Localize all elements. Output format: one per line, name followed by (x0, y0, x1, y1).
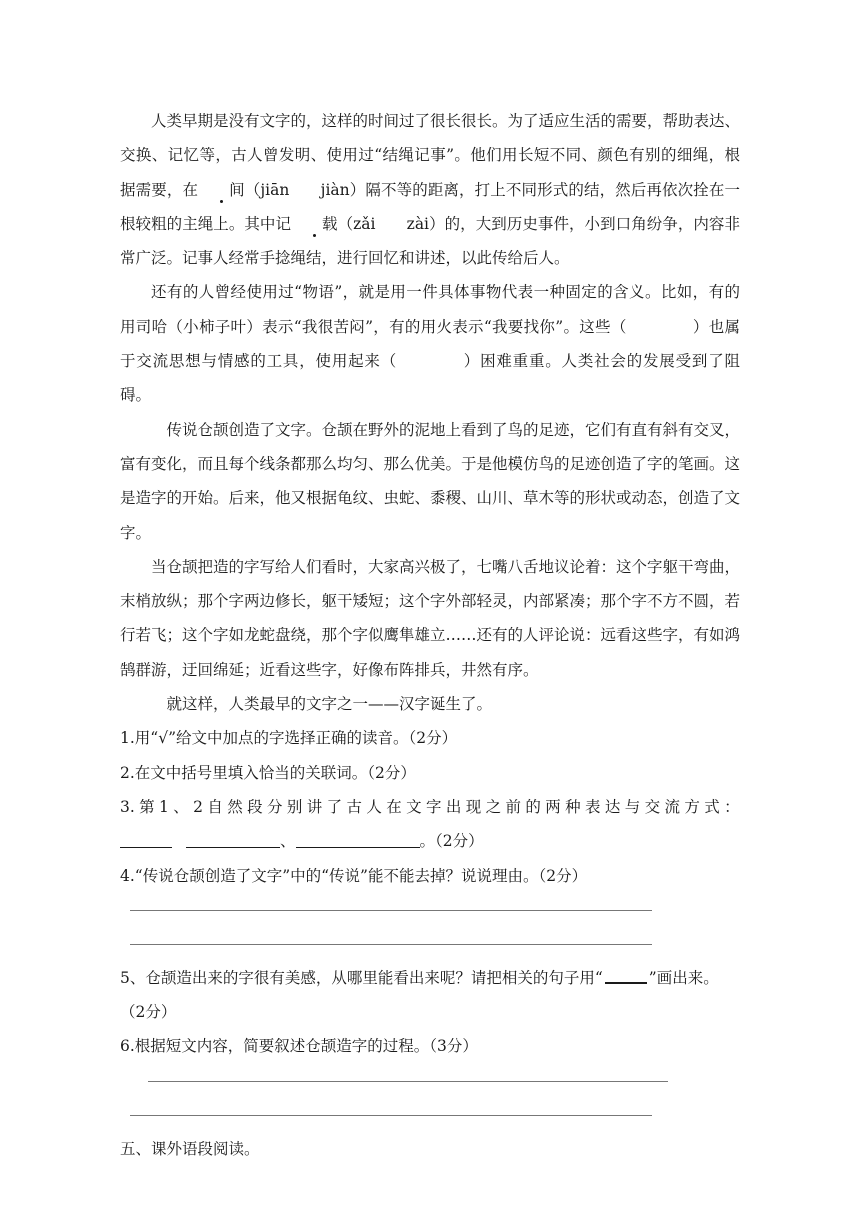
question-3-char: 现 (465, 797, 482, 816)
question-5 (120, 961, 740, 995)
question-3-char: 讲 (306, 797, 323, 816)
paragraph-text: 还有的人曾经使用过“物语”，就是用一件具体事物代表一种固定的含义。比如，有的用司哈（小柿子叶）表示“我很苦闷”，有的用火表示“我要找你”。这些（ (120, 283, 740, 336)
question-3-char: 表 (585, 797, 601, 816)
question-3 (120, 790, 740, 824)
passage-paragraph-1 (120, 104, 740, 275)
question-3-char: 3. (120, 797, 135, 816)
answer-blank[interactable] (186, 827, 280, 848)
question-3-char: 文 (406, 797, 422, 816)
paragraph-text: （zǎi zài）的，大到历史事件，小到口角纷争，内容非常广泛。记事人经常手捻绳结，进行回忆和讲述，以此传给后人。 (120, 214, 740, 268)
worksheet-page (120, 104, 740, 1166)
question-2: 2.在文中括号里填入恰当的关联词。（2分） (120, 763, 416, 782)
question-3-char: ： (724, 797, 740, 816)
question-3-char: 种 (565, 797, 581, 816)
score-text: 。（2分） (419, 832, 484, 851)
paragraph-text: ）也属于交流思想与情感的工具，使用起来（ (120, 317, 740, 371)
question-3-char: 、 (173, 797, 189, 816)
question-3-char: 了 (326, 797, 343, 816)
question-3-char: 出 (445, 797, 462, 816)
dotted-char: 间 (198, 173, 245, 207)
answer-line[interactable] (120, 1098, 740, 1132)
question-3-char: 方 (684, 797, 700, 816)
answer-blank[interactable] (296, 827, 420, 848)
paragraph-text: ）困难重重。人类社会的发展受到了阻碍。 (120, 352, 740, 405)
question-3-char: 第 (139, 797, 155, 816)
question-3-char: 字 (426, 797, 442, 816)
question-3-char: 式 (704, 797, 720, 816)
question-3-char: 段 (247, 797, 263, 816)
separator-text: 、 (280, 832, 296, 851)
passage-paragraph-4: 当仓颉把造的字写给人们看时，大家高兴极了，七嘴八舌地议论着：这个字躯干弯曲，末梢放纵；那个字两边修长，躯干矮短；这个字外部轻灵，内部紧凑；那个字不方不圆，若行若飞；这个字如龙蛇盘绕，那个字似鹰隼雄立……还有的人评论说：远看这些字，有如鸿鹄群游，迂回绵延；近看这些字，好像布阵排兵，井然有序。 (120, 557, 741, 679)
question-3-char: 交 (644, 797, 661, 816)
question-3-char: 流 (664, 797, 681, 816)
question-3-char: 然 (227, 797, 243, 816)
question-3-char: 达 (604, 797, 621, 816)
question-3-char: 在 (386, 797, 402, 816)
question-3-char: 两 (545, 797, 561, 816)
question-3-char: 别 (286, 797, 303, 816)
answer-blank[interactable] (120, 827, 172, 848)
question-3-char: 1 (159, 797, 169, 816)
question-3-char: 自 (207, 797, 223, 816)
question-text: 5、仓颉造出来的字很有美感，从哪里能看出来呢？请把相关的句子用“ (120, 968, 603, 987)
underline-sample (605, 964, 647, 984)
passage-paragraph-5: 就这样，人类最早的文字之一——汉字诞生了。 (166, 695, 493, 714)
dotted-char: 载 (291, 207, 338, 241)
question-text: ”画出来。 (648, 968, 719, 987)
answer-line[interactable] (120, 1064, 740, 1098)
question-3-char: 之 (485, 797, 502, 816)
question-3-char: 人 (366, 797, 382, 816)
question-3-char: 古 (346, 797, 363, 816)
section-heading: 五、课外语段阅读。 (120, 1139, 260, 1158)
question-3-answer-row (120, 824, 740, 858)
question-3-char: 的 (525, 797, 541, 816)
answer-line[interactable] (120, 927, 740, 961)
question-4: 4.“传说仓颉创造了文字”中的“传说”能不能去掉？说说理由。（2分） (120, 866, 588, 885)
paragraph-text: （jiān jiàn）隔不等的距离，打上不同形式的结，然后再依次拴在一根较粗的主绳上。其中记 (120, 180, 740, 233)
question-3-char: 2 (193, 797, 204, 816)
answer-line[interactable] (120, 893, 740, 927)
question-1: 1.用“√”给文中加点的字选择正确的读音。（2分） (120, 729, 458, 748)
question-3-char: 与 (624, 797, 641, 816)
passage-paragraph-3: 传说仓颉创造了文字。仓颉在野外的泥地上看到了鸟的足迹，它们有直有斜有交叉，富有变化，而且每个线条都那么均匀、那么优美。于是他模仿鸟的足迹创造了字的笔画。这是造字的开始。后来，他又根据龟纹、虫蛇、黍稷、山川、草木等的形状或动态，创造了文字。 (120, 420, 741, 542)
question-6: 6.根据短文内容，简要叙述仓颉造字的过程。（3分） (120, 1037, 478, 1056)
passage-paragraph-2 (120, 275, 740, 412)
question-5-score: （2分） (120, 1003, 177, 1022)
question-3-char: 分 (267, 797, 283, 816)
paragraph-text: 人类早期是没有文字的，这样的时间过了很长很长。为了适应生活的需要，帮助表达、交换、记忆等，古人曾发明、使用过“结绳记事”。他们用长短不同、颜色有别的细绳，根据需要，在 (120, 112, 741, 199)
question-3-char: 前 (505, 797, 522, 816)
